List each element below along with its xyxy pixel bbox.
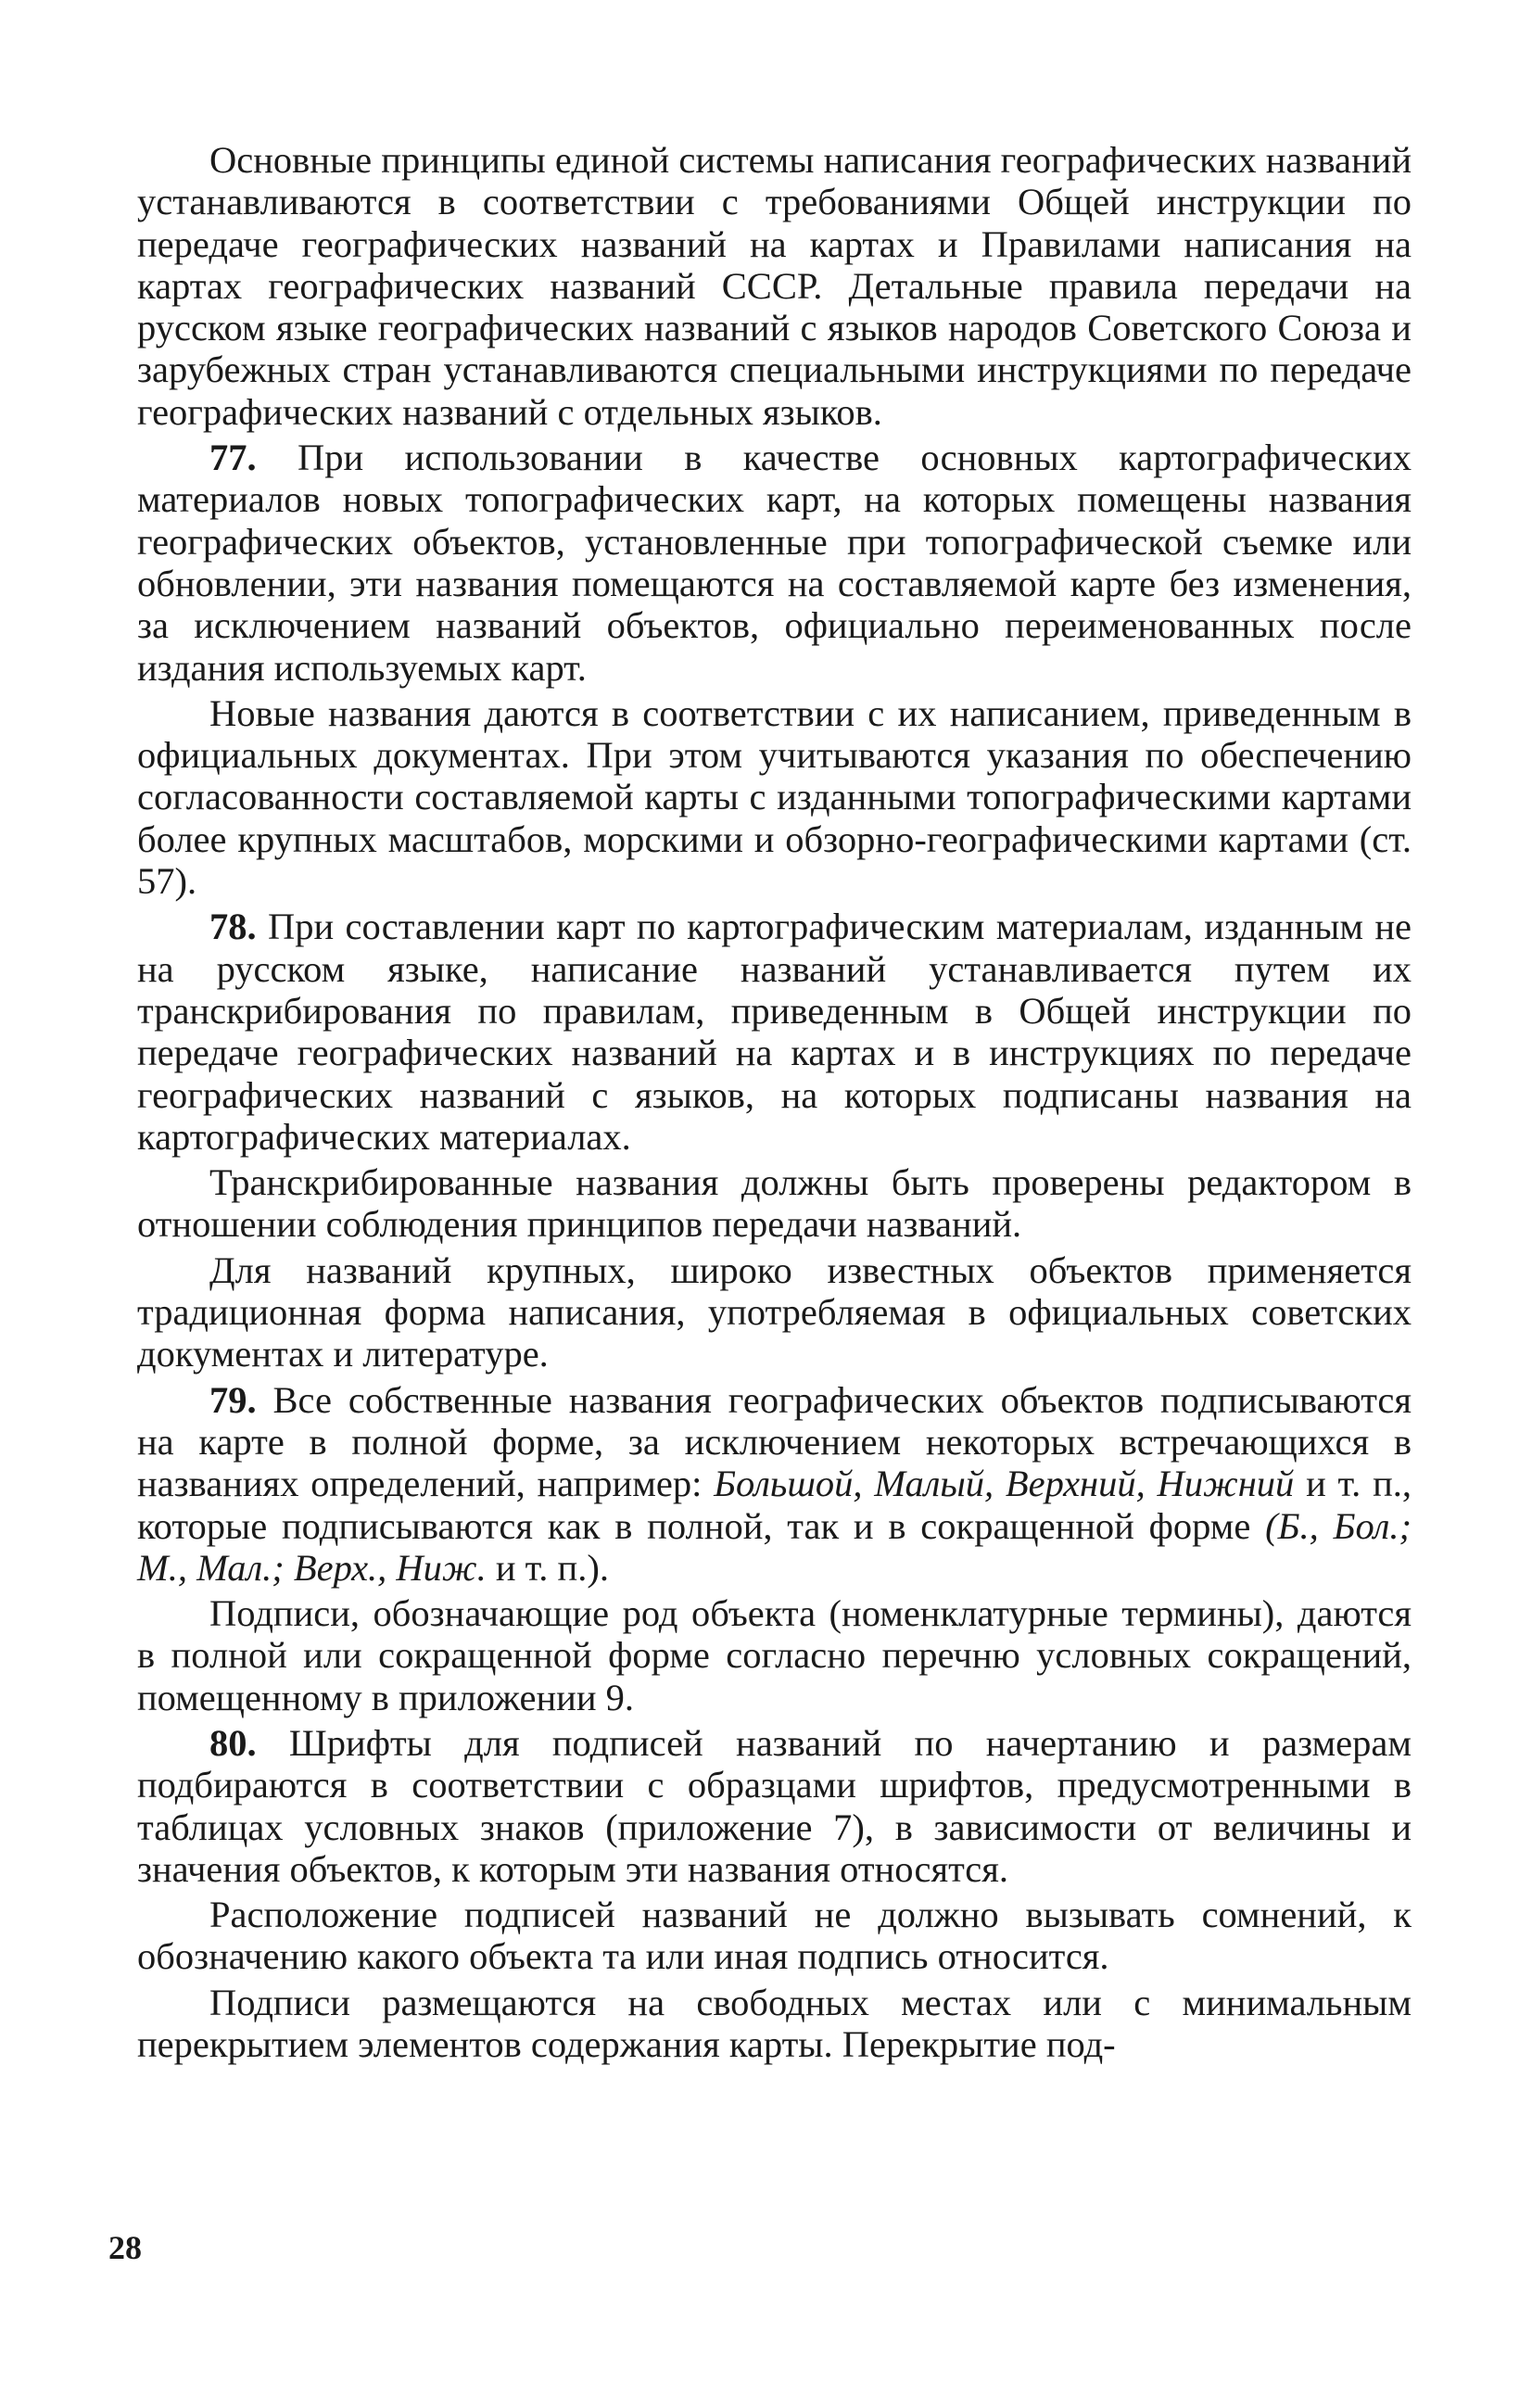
paragraph-text: При использовании в качестве основных картографических материалов новых топографических карт, на которых помещены названия географических объектов, установленные при топографической съемке или обновлении, эти названия помещаются на составляемой карте без изменения, за исключением названий объектов, официально переименованных после издания используемых карт.	[137, 437, 1412, 689]
paragraph-new-names	[137, 692, 1412, 902]
paragraph-traditional	[137, 1249, 1412, 1375]
paragraph-placement	[137, 1894, 1412, 1978]
paragraph-text: Новые названия даются в соответствии с их написанием, приведенным в официальных документах. При этом учитываются указания по обеспечению согласованности составляемой карты с изданными топографическими картами более крупных масштабов, морскими и обзорно-географическими картами (ст. 57).	[137, 691, 1412, 903]
paragraph-77	[137, 437, 1412, 689]
italic-abbreviations: (Б., Бол.; М., Мал.; Верх., Ниж.	[137, 1504, 1412, 1589]
paragraph-text: Подписи, обозначающие род объекта (номенклатурные термины), даются в полной или сокращенной форме согласно перечню условных сокращений, помещенному в приложении 9.	[137, 1592, 1412, 1718]
article-number: 79.	[209, 1378, 257, 1421]
paragraph-text: Основные принципы единой системы написания географических названий устанавливаются в соответствии с требованиями Общей инструкции по передаче географических названий на картах и Правилами написания на картах географических названий СССР. Детальные правила передачи на русском языке географических названий с языков народов Советского Союза и зарубежных стран устанавливаются специальными инструкциями по передаче географических названий с отдельных языков.	[137, 139, 1412, 433]
paragraph-text: Для названий крупных, широко известных объектов применяется традиционная форма написания, употребляемая в официальных советских документах и литературе.	[137, 1248, 1412, 1375]
paragraph-text: и т. п., которые подписываются как в полной, так и в сокращенной форме	[137, 1463, 1412, 1547]
article-number: 77.	[209, 437, 257, 479]
article-number: 80.	[209, 1721, 257, 1764]
paragraph-79	[137, 1379, 1412, 1589]
paragraph-overlap	[137, 1982, 1412, 2066]
paragraph-text: Все собственные названия географических объектов подписываются на карте в полной форме, за исключением некоторых встречающихся в названиях определений, например:	[137, 1378, 1412, 1505]
paragraph-text: Подписи размещаются на свободных местах или с минимальным перекрытием элементов содержания карты. Перекрытие под-	[137, 1981, 1412, 2066]
paragraph-text: и т. п.).	[486, 1546, 609, 1589]
paragraph-terms	[137, 1592, 1412, 1718]
paragraph-intro	[137, 139, 1412, 433]
paragraph-text: При составлении карт по картографическим материалам, изданным не на русском языке, написание названий устанавливается путем их транскрибирования по правилам, приведенным в Общей инструкции по передаче географических названий на картах и в инструкциях по передаче географических названий с языков, на которых подписаны названия на картографических материалах.	[137, 906, 1412, 1158]
paragraph-transcribed	[137, 1161, 1412, 1246]
page-number: 28	[108, 2229, 142, 2266]
paragraph-text: Транскрибированные названия должны быть проверены редактором в отношении соблюдения принципов передачи названий.	[137, 1161, 1412, 1246]
paragraph-text: Расположение подписей названий не должно вызывать сомнений, к обозначению какого объекта та или иная подпись относится.	[137, 1894, 1412, 1978]
paragraph-text: Шрифты для подписей названий по начертанию и размерам подбираются в соответствии с образцами шрифтов, предусмотренными в таблицах условных знаков (приложение 7), в зависимости от величины и значения объектов, к которым эти названия относятся.	[137, 1721, 1412, 1890]
italic-examples: Большой, Малый, Верхний, Нижний	[714, 1463, 1295, 1505]
paragraph-78	[137, 906, 1412, 1158]
article-number: 78.	[209, 906, 257, 948]
paragraph-80	[137, 1722, 1412, 1890]
body-text	[137, 139, 1412, 2069]
